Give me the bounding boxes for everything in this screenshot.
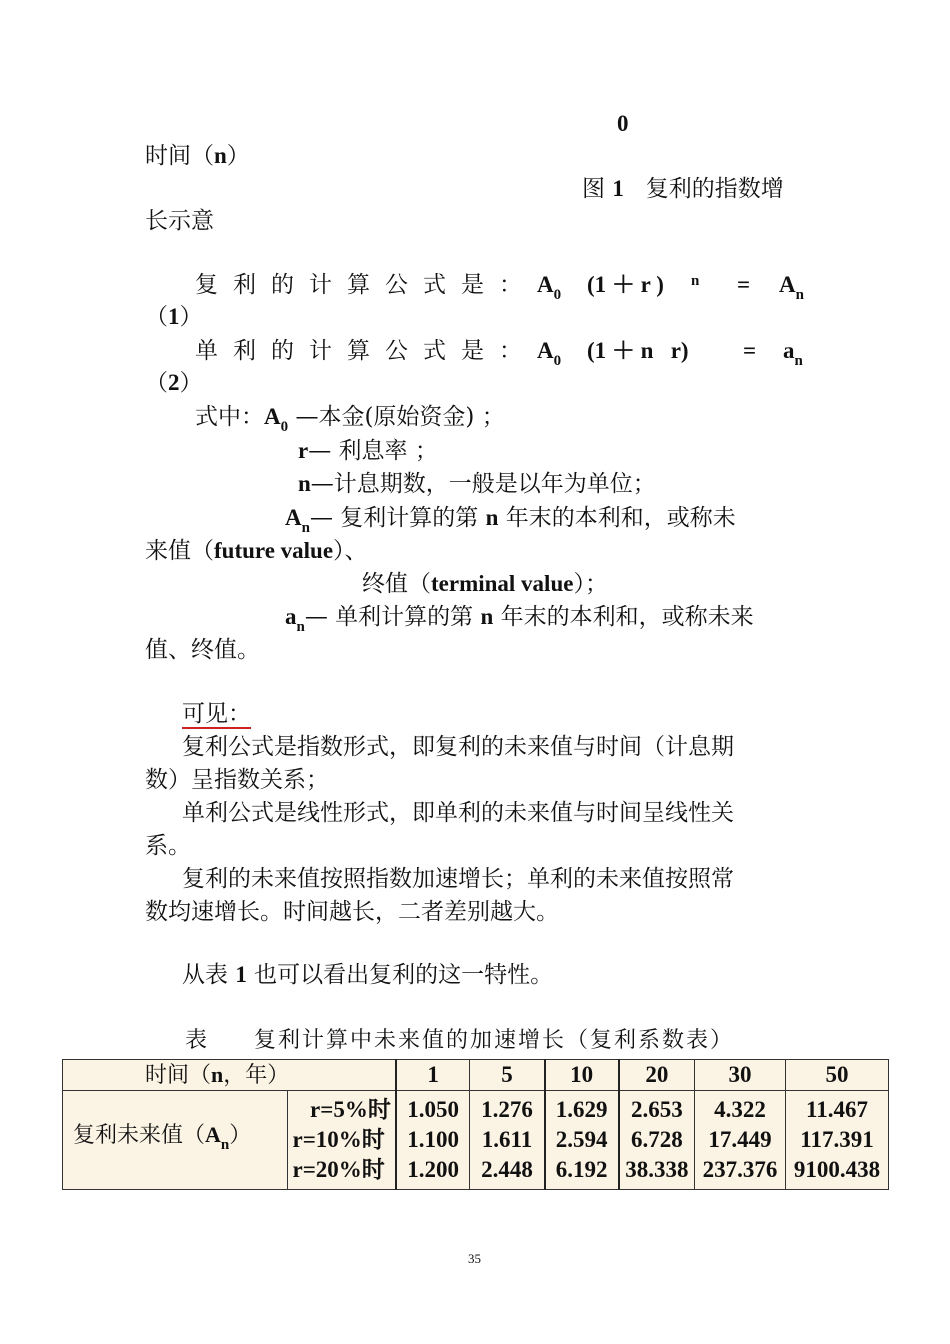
value-cell: 1.611 [481,1127,533,1152]
year-header: 50 [786,1060,889,1091]
row-label: 复利未来值$(A_n)$ [63,1091,288,1190]
rate-label: r=5%时 [310,1097,391,1122]
figure-caption-cont: 长示意 [145,208,214,234]
figure-axis-label: 时间（n） [145,143,250,169]
conclusion-p2: 单利公式是线性形式，即单利的未来值与时间呈线性关 [182,800,734,826]
value-column [619,1091,695,1190]
value-cell: 1.200 [407,1157,459,1182]
value-cell: 9100.438 [793,1157,881,1182]
value-column [786,1091,889,1190]
value-cell: 1.100 [407,1127,459,1152]
figure-origin-label: 0 [617,111,629,136]
value-cell: 6.728 [630,1127,683,1152]
rate-label: r=10%时 [292,1127,385,1152]
definition-a0: 式中：$A_0$ —本金(原始资金) ； [195,404,505,435]
year-header: 5 [470,1060,545,1091]
value-cell: 1.050 [407,1097,459,1122]
value-cell: 17.449 [708,1127,772,1152]
conclusion-p1: 复利公式是指数形式，即复利的未来值与时间（计息期 [182,734,734,760]
definition-An: $A_n—$ 复利计算的第 n 年末的本利和，或称未 [285,505,736,536]
value-cell: 38.338 [625,1157,689,1182]
value-cell: 1.276 [481,1097,533,1122]
definition-An-cont: 来值（future value）、 [145,538,368,564]
conclusion-p1-cont: 数）呈指数关系； [145,767,329,793]
definition-an-cont: 值、终值。 [145,637,260,663]
conclusion-p2-cont: 系。 [145,833,191,859]
conclusion-p3-cont: 数均速增长。时间越长，二者差别越大。 [145,899,559,925]
value-column [470,1091,545,1190]
conclusion-heading: 可见： [182,701,251,727]
figure-caption: 图 1 复利的指数增 [582,176,784,202]
table-caption: 表 复利计算中未来值的加速增长（复利系数表） [185,1028,734,1053]
value-column [396,1091,470,1190]
definition-r: r— 利息率 ； [298,438,438,464]
definition-an: $a_n—$ 单利计算的第 n 年末的本利和，或称未来 [285,604,754,635]
page-number: 35 [468,1251,481,1266]
compound-formula-number: （1） [145,304,203,330]
conclusion-p3: 复利的未来值按照指数加速增长；单利的未来值按照常 [182,866,734,892]
compound-formula: 复利的计算公式是： $A_0$ (1 ＋ r ) n = $A_n$ [195,272,804,303]
table-header-label: 时间（n，年） [63,1060,396,1091]
year-header: 20 [619,1060,695,1091]
year-header: 10 [545,1060,619,1091]
simple-formula-number: （2） [145,370,203,396]
table-header-row [63,1060,889,1091]
compound-factor-table [62,1059,889,1190]
value-cell: 2.653 [630,1097,683,1122]
value-column [695,1091,786,1190]
year-header: 1 [396,1060,470,1091]
value-cell: 6.192 [555,1157,608,1182]
rate-labels [288,1091,396,1190]
value-cell: 4.322 [714,1097,766,1122]
year-header: 30 [695,1060,786,1091]
table-data-row [63,1091,889,1190]
value-cell: 1.629 [555,1097,608,1122]
value-cell: 2.594 [555,1127,608,1152]
value-cell: 237.376 [702,1157,778,1182]
definition-An-cont2: 终值（terminal value）； [362,571,608,597]
value-column [545,1091,619,1190]
conclusion-p4: 从表 1 也可以看出复利的这一特性。 [182,962,554,988]
value-cell: 117.391 [800,1127,874,1152]
value-cell: 2.448 [481,1157,533,1182]
value-cell: 11.467 [806,1097,868,1122]
definition-n: n—计息期数，一般是以年为单位； [298,471,656,497]
simple-formula: 单利的计算公式是： $A_0$ (1 ＋ n r) = $a_n$ [195,338,803,369]
rate-label: r=20%时 [292,1157,385,1182]
